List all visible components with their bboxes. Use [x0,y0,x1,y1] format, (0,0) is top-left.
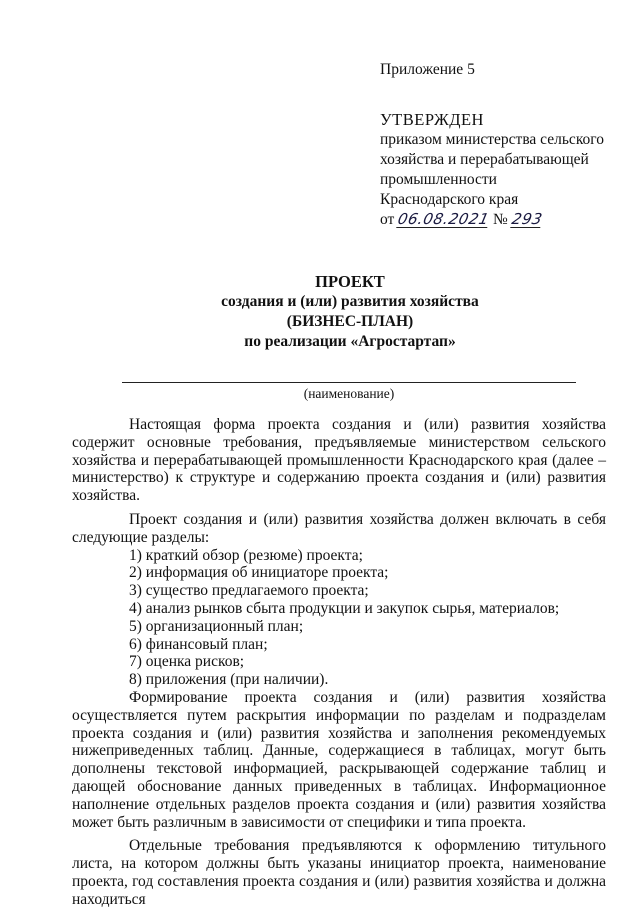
list-item: 7) оценка рисков; [129,653,245,671]
appendix-label: Приложение 5 [380,61,475,78]
order-date-number [380,210,630,230]
list-item: 1) краткий обзор (резюме) проекта; [129,546,363,564]
title-line: создания и (или) развития хозяйства [221,293,479,310]
list-item: 5) организационный план; [129,617,304,635]
title-line: (БИЗНЕС-ПЛАН) [286,313,414,330]
paragraph: Формирование проекта создания и (или) развития хозяйства осуществляется путем раскрытия информации по разделам и подразделам проекта создания и (или) развития хозяйства и заполнения рекомендуемых нижеприведенных таблиц. Данные, содержащиеся в таблицах, могут быть дополнены текстовой информацией, раскрывающей содержание таблиц и дающей обоснование данных приведенных в таблицах. Информационное наполнение отдельных разделов проекта создания и (или) развития хозяйства может быть различным в зависимости от специфики и типа проекта. [72,688,606,831]
list-item: 8) приложения (при наличии). [129,671,329,689]
number-sign: № [492,211,508,228]
approved-heading: УТВЕРЖДЕН [380,110,484,129]
list-item: 4) анализ рынков сбыта продукции и закупок сырья, материалов; [129,599,560,617]
title-line: ПРОЕКТ [315,272,385,291]
name-caption: (наименование) [303,386,395,401]
order-number: 293 [509,210,544,228]
list-item: 6) финансовый план; [129,635,268,653]
document-body [72,416,606,909]
paragraph: Настоящая форма проекта создания и (или) развития хозяйства содержит основные требования, предъявляемые министерством сельского хозяйства и перерабатывающей промышленности Краснодарского края (далее – министерство) к структуре и содержанию проекта создания и (или) развития хозяйства. [72,416,606,505]
approval-line: Краснодарского края [380,191,519,208]
approval-block [380,60,630,230]
date-prefix: от [380,211,395,228]
paragraph: Проект создания и (или) развития хозяйства должен включать в себя следующие разделы: [72,510,606,546]
approval-line: промышленности [380,171,497,188]
list-item: 3) существо предлагаемого проекта; [129,582,369,600]
list-item: 2) информация об инициаторе проекта; [129,564,389,582]
paragraph: Отдельные требования предъявляются к оформлению титульного листа, на котором должны быть указаны инициатор проекта, наименование проекта, год составления проекта создания и (или) развития хозяйства и должна находиться [72,837,606,908]
title-line: по реализации «Агростартап» [244,333,456,350]
approval-line: приказом министерства сельского [380,131,605,148]
document-title [150,272,550,352]
order-date: 06.08.2021 [396,210,492,228]
name-underline [122,382,576,383]
approval-line: хозяйства и перерабатывающей [380,151,589,168]
